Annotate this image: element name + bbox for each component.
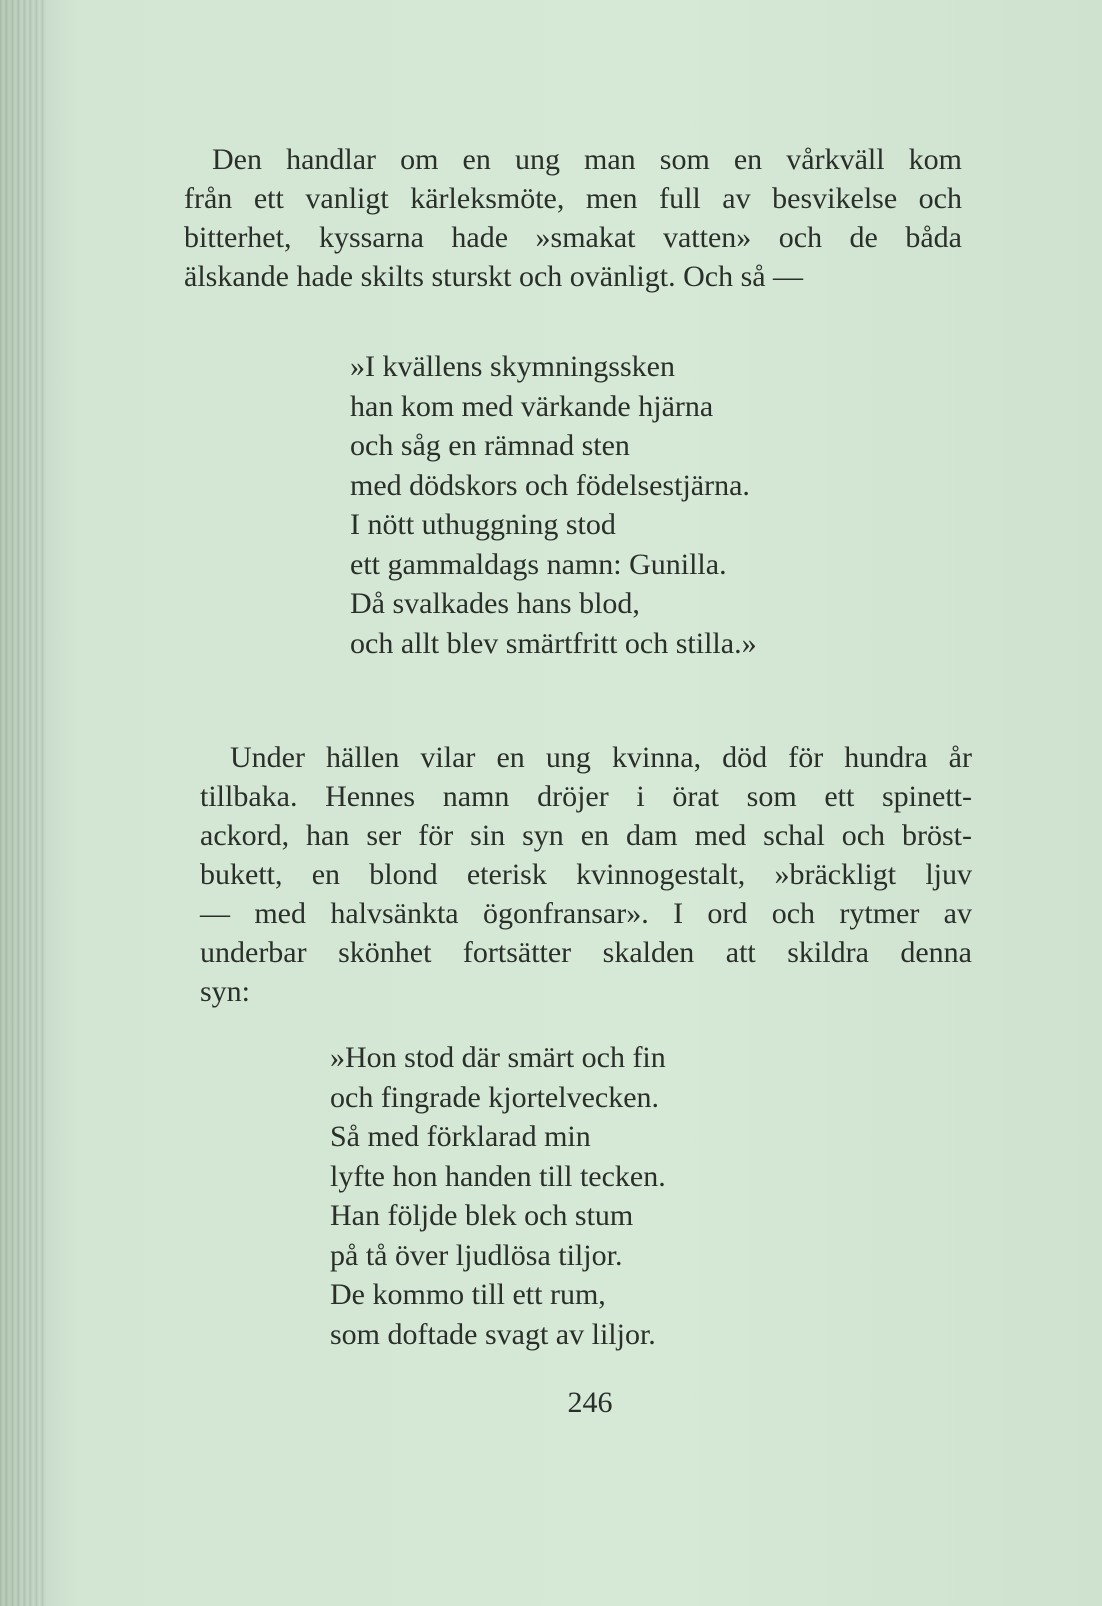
poem-line: Så med förklarad min (330, 1120, 591, 1153)
poem-line: lyfte hon handen till tecken. (330, 1159, 666, 1193)
poem-line: Då svalkades hans blod, (350, 587, 640, 620)
paragraph-1 (184, 140, 962, 296)
page-binding-edge (0, 0, 46, 1606)
poem-line: och allt blev smärtfritt och stilla.» (350, 626, 757, 660)
poem-line: I nött uthuggning stod (350, 508, 616, 541)
paragraph-line: bitterhet, kyssarna hade »smakat vatten» och de båda (184, 221, 962, 254)
poem-line: ett gammaldags namn: Gunilla. (350, 547, 727, 581)
paragraph-line: ackord, han ser för sin syn en dam med schal och bröst- (200, 819, 972, 852)
poem-stanza-1 (350, 347, 757, 663)
poem-line: »I kvällens skymningssken (350, 350, 675, 383)
poem-line: De kommo till ett rum, (330, 1278, 606, 1311)
poem-stanza-2 (330, 1038, 666, 1354)
poem-line: och fingrade kjortelvecken. (330, 1080, 660, 1114)
poem-line: som doftade svagt av liljor. (330, 1317, 656, 1351)
poem-line: Han följde blek och stum (330, 1199, 634, 1232)
paragraph-line: — med halvsänkta ögonfransar». I ord och rytmer av (200, 897, 972, 930)
poem-line: med dödskors och födelsestjärna. (350, 468, 750, 502)
paragraph-2 (200, 738, 972, 1011)
poem-line: »Hon stod där smärt och fin (330, 1041, 666, 1074)
poem-line: han kom med värkande hjärna (350, 389, 714, 423)
paragraph-line: Under hällen vilar en ung kvinna, död för hundra år (230, 741, 972, 774)
poem-line: och såg en rämnad sten (350, 429, 630, 462)
paragraph-line: älskande hade skilts sturskt och ovänligt. Och så — (184, 260, 804, 293)
paragraph-line: tillbaka. Hennes namn dröjer i örat som ett spinett- (200, 780, 972, 813)
paragraph-line: Den handlar om en ung man som en vårkväll kom (212, 143, 962, 176)
paragraph-line: från ett vanligt kärleksmöte, men full av besvikelse och (184, 182, 962, 215)
paragraph-line: bukett, en blond eterisk kvinnogestalt, »bräckligt ljuv (200, 858, 972, 891)
page-number: 246 (567, 1386, 613, 1419)
paragraph-line: syn: (200, 975, 251, 1008)
poem-line: på tå över ljudlösa tiljor. (330, 1238, 623, 1272)
paragraph-line: underbar skönhet fortsätter skalden att skildra denna (200, 936, 972, 969)
